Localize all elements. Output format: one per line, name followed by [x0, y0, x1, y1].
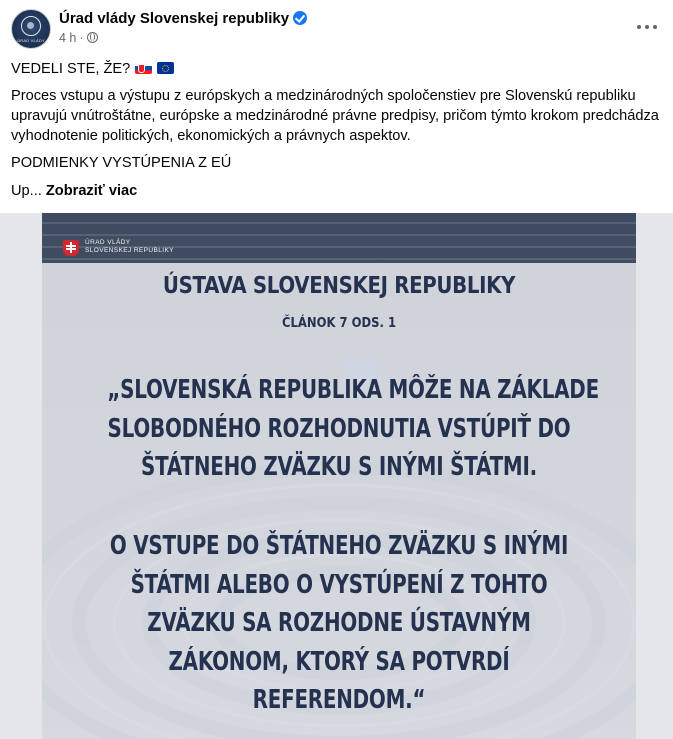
verified-badge-icon — [293, 11, 307, 25]
logo-line-1: ÚRAD VLÁDY — [85, 239, 131, 246]
seal-icon — [21, 16, 41, 36]
quote-line: ZVÄZKU SA ROZHODNE ÚSTAVNÝM — [147, 608, 531, 638]
slovakia-flag-icon — [135, 62, 152, 74]
post-headline-line — [11, 59, 661, 79]
dot-icon — [637, 25, 641, 29]
post-meta — [59, 31, 98, 45]
quote-line: ŠTÁTNEHO ZVÄZKU S INÝMI ŠTÁTMI. — [141, 452, 537, 482]
meta-separator: · — [79, 31, 84, 45]
quote-line: „SLOVENSKÁ REPUBLIKA MÔŽE NA ZÁKLADE — [107, 375, 599, 405]
post-time[interactable]: 4 h — [59, 31, 77, 45]
slovak-cross-icon — [63, 240, 79, 256]
logo-text — [85, 239, 205, 255]
post-truncated-line — [11, 181, 661, 201]
quote-paragraph-1 — [107, 371, 599, 487]
avatar-caption: ÚRAD VLÁDY — [17, 38, 45, 43]
globe-icon[interactable] — [87, 32, 98, 43]
image-title: ÚSTAVA SLOVENSKEJ REPUBLIKY — [162, 273, 516, 299]
post-section-title: PODMIENKY VYSTÚPENIA Z EÚ — [11, 155, 232, 171]
see-more-link[interactable]: Zobraziť viac — [45, 183, 138, 199]
image-subtitle: ČLÁNOK 7 ODS. 1 — [281, 315, 397, 331]
post-truncated-text: Up... — [11, 183, 42, 199]
post-headline: VEDELI STE, ŽE? — [11, 61, 131, 77]
quote-paragraph-2 — [107, 527, 570, 720]
more-options-button[interactable] — [637, 19, 657, 35]
page-name[interactable]: Úrad vlády Slovenskej republiky — [59, 10, 290, 27]
post-media[interactable] — [0, 213, 673, 739]
post-header — [11, 9, 661, 49]
quote-line: SLOBODNÉHO ROZHODNUTIA VSTÚPIŤ DO — [107, 413, 571, 444]
text-panel — [42, 263, 636, 739]
post-image[interactable] — [42, 213, 636, 739]
eu-flag-icon — [157, 62, 174, 74]
dot-icon — [653, 25, 657, 29]
quote-line: ŠTÁTMI ALEBO O VYSTÚPENÍ Z TOHTO — [130, 569, 548, 600]
quote-line: O VSTUPE DO ŠTÁTNEHO ZVÄZKU S INÝMI — [109, 531, 569, 561]
logo-line-2: SLOVENSKEJ REPUBLIKY — [85, 247, 174, 254]
post-body: Proces vstupu a výstupu z európskych a medzinárodných spoločenstiev pre Slovenskú republiku upravujú vnútroštátne, európske a medzinárodné právne predpisy, pričom týmto krokom predchádza vyhodnotenie politických, ekonomických a právnych aspektov. — [11, 88, 659, 144]
page-avatar[interactable] — [11, 9, 51, 49]
quote-line: ZÁKONOM, KTORÝ SA POTVRDÍ — [168, 646, 510, 677]
dot-icon — [645, 25, 649, 29]
quote-line: REFERENDOM.“ — [252, 685, 426, 715]
page-name-link[interactable] — [59, 10, 307, 27]
